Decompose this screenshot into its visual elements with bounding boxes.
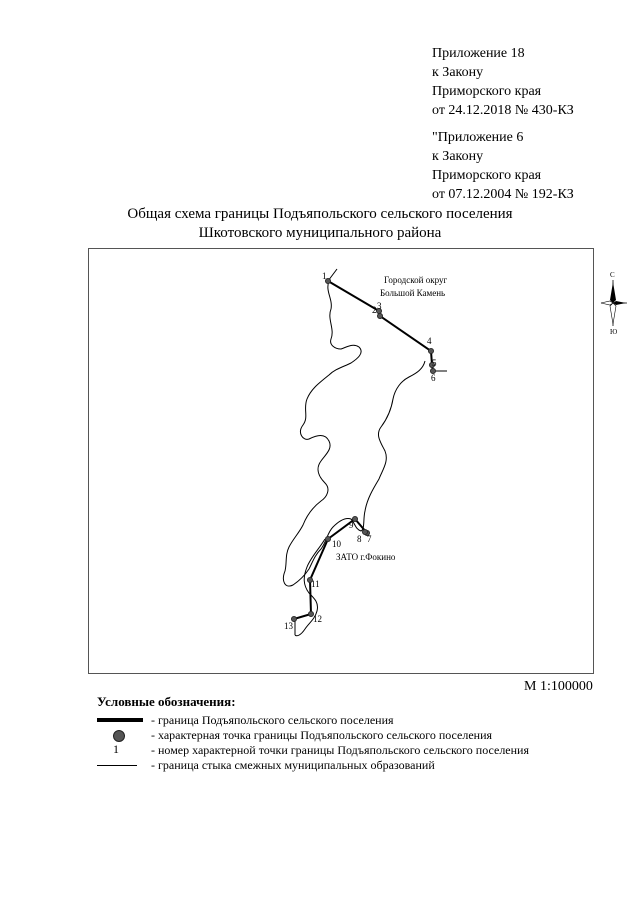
point-label-8: 8 xyxy=(357,534,362,544)
point-label-1: 1 xyxy=(322,271,327,281)
boundary-point-10 xyxy=(325,536,330,541)
legend-text-junction: - граница стыка смежных муниципальных образований xyxy=(151,758,435,772)
point-label-10: 10 xyxy=(332,539,341,549)
map-scale: М 1:100000 xyxy=(524,679,593,694)
point-label-5: 5 xyxy=(432,358,437,368)
appendix-original-header xyxy=(432,128,574,204)
appendix-current-header xyxy=(432,44,574,120)
map-canvas xyxy=(89,249,595,675)
legend-symbol-thin-line xyxy=(97,757,145,773)
legend-symbol-dot-icon xyxy=(97,727,145,743)
compass-south-arrow xyxy=(610,303,616,324)
compass-north-arrow xyxy=(610,282,616,303)
legend-symbol-thick-line xyxy=(97,712,145,728)
compass-rose-icon xyxy=(598,270,630,336)
boundary-point-4 xyxy=(428,348,433,353)
appendix-original-line-1: "Приложение 6 xyxy=(432,130,524,145)
compass-east-arrow xyxy=(613,301,626,305)
point-label-7: 7 xyxy=(367,534,372,544)
point-label-9: 9 xyxy=(349,520,354,530)
map-frame xyxy=(88,248,594,674)
legend-item-junction xyxy=(97,757,617,773)
map-title-line-1: Общая схема границы Подъяпольского сельского поселения xyxy=(127,206,513,222)
legend-item-boundary xyxy=(97,712,617,728)
legend-item-point xyxy=(97,727,617,743)
appendix-original-line-2: к Закону xyxy=(432,149,484,164)
neighbor-label-north-1: Городской округ xyxy=(384,275,448,285)
legend-text-number: - номер характерной точки границы Подъяпольского сельского поселения xyxy=(151,743,529,757)
coastline xyxy=(283,281,425,586)
point-label-13: 13 xyxy=(284,621,293,631)
compass-north-label: С xyxy=(610,271,615,279)
appendix-current-line-1: Приложение 18 xyxy=(432,46,525,61)
appendix-current-line-3: Приморского края xyxy=(432,84,542,99)
point-label-11: 11 xyxy=(311,579,320,589)
neighbor-label-south: ЗАТО г.Фокино xyxy=(336,552,396,562)
legend-text-boundary: - граница Подъяпольского сельского поселения xyxy=(151,713,394,727)
point-label-6: 6 xyxy=(431,373,436,383)
compass-west-arrow xyxy=(601,301,613,305)
appendix-current-line-4: от 24.12.2018 № 430-КЗ xyxy=(432,103,574,118)
legend-text-point: - характерная точка границы Подъяпольского сельского поселения xyxy=(151,728,493,742)
legend-item-number xyxy=(97,742,617,758)
point-label-3: 3 xyxy=(377,301,382,311)
appendix-original-line-4: от 07.12.2004 № 192-КЗ xyxy=(432,187,574,202)
legend-title: Условные обозначения: xyxy=(97,694,236,709)
appendix-original-line-3: Приморского края xyxy=(432,168,542,183)
boundary-point-3 xyxy=(377,313,382,318)
point-label-12: 12 xyxy=(313,614,322,624)
point-label-2: 2 xyxy=(372,305,377,315)
neighbor-label-north-2: Большой Камень xyxy=(380,288,446,298)
appendix-current-line-2: к Закону xyxy=(432,65,484,80)
legend-symbol-number: 1 xyxy=(113,742,119,756)
point-label-4: 4 xyxy=(427,336,432,346)
compass-south-label: Ю xyxy=(610,328,618,336)
map-title-line-2: Шкотовского муниципального района xyxy=(198,225,442,241)
boundary-points xyxy=(291,278,435,621)
